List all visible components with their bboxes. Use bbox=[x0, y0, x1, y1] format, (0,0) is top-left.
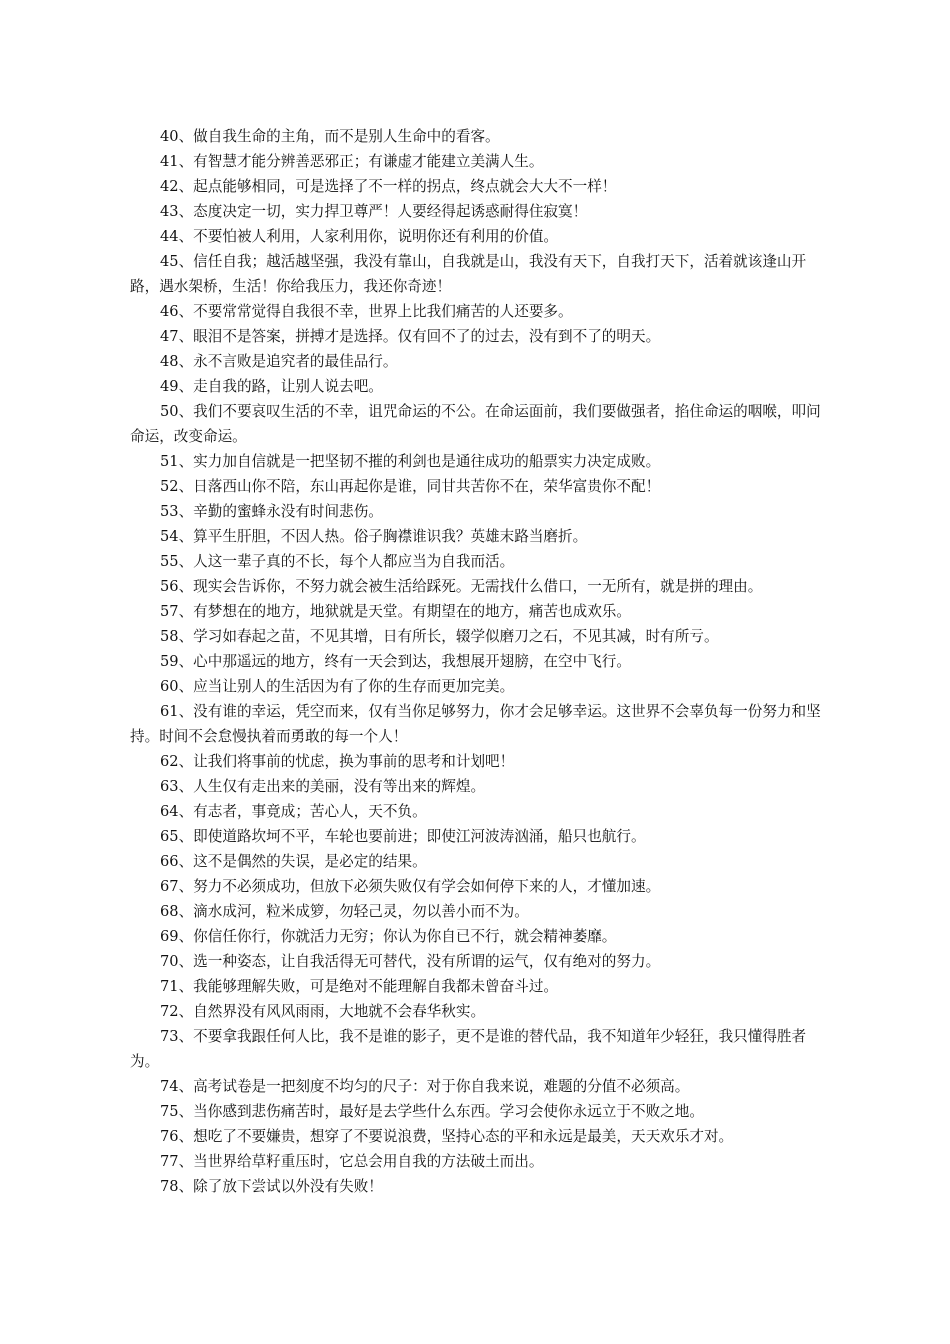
list-item: 68、滴水成河，粒米成箩，勿轻己灵，勿以善小而不为。 bbox=[160, 903, 529, 920]
list-item: 69、你信任你行，你就活力无穷；你认为你自已不行，就会精神萎靡。 bbox=[160, 928, 617, 945]
list-item: 70、选一种姿态，让自我活得无可替代，没有所谓的运气，仅有绝对的努力。 bbox=[160, 953, 661, 970]
list-item: 42、起点能够相同，可是选择了不一样的拐点，终点就会大大不一样！ bbox=[160, 178, 617, 195]
list-item: 74、高考试卷是一把刻度不均匀的尺子：对于你自我来说，难题的分值不必须高。 bbox=[160, 1078, 690, 1095]
document-body bbox=[130, 124, 830, 1199]
list-item: 57、有梦想在的地方，地狱就是天堂。有期望在的地方，痛苦也成欢乐。 bbox=[160, 603, 631, 620]
list-item: 45、信任自我；越活越坚强，我没有靠山，自我就是山，我没有天下，自我打天下，活着就该逢山开路，遇水架桥，生活！你给我压力，我还你奇迹！ bbox=[130, 253, 807, 295]
list-item: 46、不要常常觉得自我很不幸，世界上比我们痛苦的人还要多。 bbox=[160, 303, 573, 320]
list-item: 55、人这一辈子真的不长，每个人都应当为自我而活。 bbox=[160, 553, 515, 570]
list-item: 64、有志者，事竟成；苦心人，天不负。 bbox=[160, 803, 427, 820]
list-item: 56、现实会告诉你，不努力就会被生活给踩死。无需找什么借口，一无所有，就是拼的理由。 bbox=[160, 578, 763, 595]
list-item: 54、算平生肝胆，不因人热。俗子胸襟谁识我？英雄末路当磨折。 bbox=[160, 528, 588, 545]
list-item: 49、走自我的路，让别人说去吧。 bbox=[160, 378, 383, 395]
list-item: 72、自然界没有风风雨雨，大地就不会春华秋实。 bbox=[160, 1003, 486, 1020]
list-item: 76、想吃了不要嫌贵，想穿了不要说浪费，坚持心态的平和永远是最美，天天欢乐才对。 bbox=[160, 1128, 734, 1145]
list-item: 77、当世界给草籽重压时，它总会用自我的方法破土而出。 bbox=[160, 1153, 544, 1170]
list-item: 44、不要怕被人利用，人家利用你，说明你还有利用的价值。 bbox=[160, 228, 559, 245]
list-item: 48、永不言败是追究者的最佳品行。 bbox=[160, 353, 398, 370]
list-item: 61、没有谁的幸运，凭空而来，仅有当你足够努力，你才会足够幸运。这世界不会辜负每一份努力和坚持。时间不会怠慢执着而勇敢的每一个人！ bbox=[130, 703, 821, 745]
list-item: 63、人生仅有走出来的美丽，没有等出来的辉煌。 bbox=[160, 778, 486, 795]
list-item: 47、眼泪不是答案，拼搏才是选择。仅有回不了的过去，没有到不了的明天。 bbox=[160, 328, 661, 345]
list-item: 50、我们不要哀叹生活的不幸，诅咒命运的不公。在命运面前，我们要做强者，掐住命运的咽喉，叩问命运，改变命运。 bbox=[130, 403, 821, 445]
list-item: 62、让我们将事前的忧虑，换为事前的思考和计划吧！ bbox=[160, 753, 515, 770]
list-item: 78、除了放下尝试以外没有失败！ bbox=[160, 1178, 383, 1195]
list-item: 59、心中那遥远的地方，终有一天会到达，我想展开翅膀，在空中飞行。 bbox=[160, 653, 631, 670]
list-item: 58、学习如春起之苗，不见其增，日有所长，辍学似磨刀之石，不见其减，时有所亏。 bbox=[160, 628, 719, 645]
list-item: 65、即使道路坎坷不平，车轮也要前进；即使江河波涛汹涌，船只也航行。 bbox=[160, 828, 646, 845]
list-item: 43、态度决定一切，实力捍卫尊严！人要经得起诱惑耐得住寂寞！ bbox=[160, 203, 588, 220]
list-item: 67、努力不必须成功，但放下必须失败仅有学会如何停下来的人，才懂加速。 bbox=[160, 878, 661, 895]
list-item: 53、辛勤的蜜蜂永没有时间悲伤。 bbox=[160, 503, 383, 520]
list-item: 71、我能够理解失败，可是绝对不能理解自我都未曾奋斗过。 bbox=[160, 978, 559, 995]
list-item: 73、不要拿我跟任何人比，我不是谁的影子，更不是谁的替代品，我不知道年少轻狂，我只懂得胜者为。 bbox=[130, 1028, 807, 1070]
list-item: 40、做自我生命的主角，而不是别人生命中的看客。 bbox=[160, 128, 500, 145]
list-item: 51、实力加自信就是一把坚韧不摧的利剑也是通往成功的船票实力决定成败。 bbox=[160, 453, 661, 470]
list-item: 66、这不是偶然的失误，是必定的结果。 bbox=[160, 853, 427, 870]
list-item: 75、当你感到悲伤痛苦时，最好是去学些什么东西。学习会使你永远立于不败之地。 bbox=[160, 1103, 704, 1120]
list-item: 52、日落西山你不陪，东山再起你是谁，同甘共苦你不在，荣华富贵你不配！ bbox=[160, 478, 661, 495]
list-item: 41、有智慧才能分辨善恶邪正；有谦虚才能建立美满人生。 bbox=[160, 153, 544, 170]
list-item: 60、应当让别人的生活因为有了你的生存而更加完美。 bbox=[160, 678, 515, 695]
